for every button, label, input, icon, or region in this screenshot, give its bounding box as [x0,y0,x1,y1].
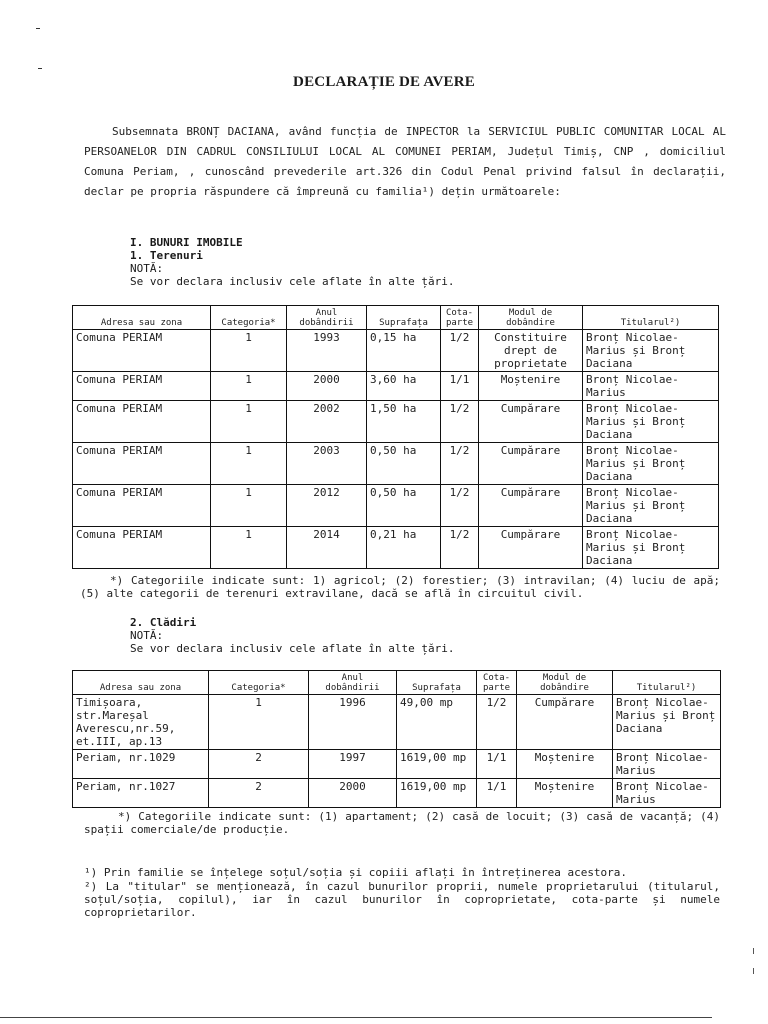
table-row [73,695,721,750]
titular-note: ²) La "titular" se menționează, în cazul bunurilor proprii, numele proprietarului (titularul, soțul/soția, copilul), iar în cazul bunurilor în coproprietate, cota-parte și numele coproprietarilor. [84,880,720,919]
cell-share: 1/2 [441,401,479,443]
column-header: Adresa sau zona [73,671,209,695]
column-header: Cota-parte [441,306,479,330]
section-terenuri-header [130,236,690,288]
column-header: Modul de dobândire [479,306,583,330]
terenuri-table [72,305,719,569]
nota-text: Se vor declara inclusiv cele aflate în alte țări. [130,275,455,288]
cell-address: Comuna PERIAM [73,372,211,401]
family-note: ¹) Prin familie se înțelege soțul/soția și copiii aflați în întreținerea acestora. [84,866,628,879]
cell-mode: Cumpărare [479,527,583,569]
cell-share: 1/2 [477,695,517,750]
cell-owner: Bronț Nicolae-Marius și Bronț Daciana [583,330,719,372]
cell-mode: Constituire drept de proprietate [479,330,583,372]
cell-area: 0,50 ha [367,443,441,485]
column-header: Titularul²) [583,306,719,330]
cell-owner: Bronț Nicolae-Marius și Bronț Daciana [583,401,719,443]
column-header: Modul de dobândire [517,671,613,695]
cell-year: 2014 [287,527,367,569]
nota-text: Se vor declara inclusiv cele aflate în alte țări. [130,642,455,655]
cell-owner: Bronț Nicolae-Marius și Bronț Daciana [613,695,721,750]
cell-area: 1,50 ha [367,401,441,443]
cell-area: 0,50 ha [367,485,441,527]
document-title: DECLARAȚIE DE AVERE [293,74,475,90]
section-cladiri-header [130,616,690,655]
cell-category: 1 [211,401,287,443]
cell-category: 1 [211,443,287,485]
section-subheading: 2. Clădiri [130,616,197,629]
column-header: Anul dobândirii [309,671,397,695]
scan-mark [38,68,42,69]
cell-category: 1 [211,330,287,372]
cell-owner: Bronț Nicolae-Marius [613,750,721,779]
cell-address: Comuna PERIAM [73,443,211,485]
cell-share: 1/2 [441,330,479,372]
cell-mode: Cumpărare [479,401,583,443]
cell-area: 1619,00 mp [397,779,477,808]
table-row [73,443,719,485]
cell-category: 1 [209,695,309,750]
cell-mode: Cumpărare [479,443,583,485]
table-row [73,330,719,372]
cell-area: 49,00 mp [397,695,477,750]
table-row [73,779,721,808]
cell-year: 2000 [309,779,397,808]
cell-category: 2 [209,750,309,779]
column-header: Suprafața [367,306,441,330]
column-header: Suprafața [397,671,477,695]
column-header: Categoria* [209,671,309,695]
cell-area: 3,60 ha [367,372,441,401]
intro-text: Subsemnata BRONȚ DACIANA, având funcția de INPECTOR la SERVICIUL PUBLIC COMUNITAR LOCAL AL PERSOANELOR DIN CADRUL CONSILIULUI LOCAL AL COMUNEI PERIAM, Județul Timiș, CNP , domiciliul Comuna Periam, , cunoscând prevederile art.326 din Codul Penal privind falsul în declarații, declar pe propria răspundere că împreună cu familia¹) dețin următoarele: [84,125,726,198]
scan-mark [753,968,754,974]
cell-share: 1/2 [441,527,479,569]
cell-mode: Moștenire [517,779,613,808]
cell-category: 1 [211,372,287,401]
cell-area: 1619,00 mp [397,750,477,779]
column-header: Titularul²) [613,671,721,695]
cell-owner: Bronț Nicolae-Marius și Bronț Daciana [583,443,719,485]
cell-area: 0,21 ha [367,527,441,569]
cell-address: Comuna PERIAM [73,527,211,569]
section-heading: I. BUNURI IMOBILE [130,236,243,249]
table-row [73,485,719,527]
cell-owner: Bronț Nicolae-Marius [613,779,721,808]
scan-mark [36,28,40,29]
nota-label: NOTĂ: [130,262,164,275]
cell-mode: Cumpărare [517,695,613,750]
cell-year: 2002 [287,401,367,443]
cell-category: 1 [211,485,287,527]
table-row [73,750,721,779]
section-subheading: 1. Terenuri [130,249,203,262]
scan-mark [753,948,754,954]
column-header: Cota-parte [477,671,517,695]
cell-year: 2012 [287,485,367,527]
bottom-rule [0,1017,712,1018]
cell-share: 1/1 [477,779,517,808]
table-row [73,401,719,443]
cell-mode: Moștenire [517,750,613,779]
cell-year: 1993 [287,330,367,372]
cell-share: 1/1 [441,372,479,401]
table-header-row [73,306,719,330]
cell-category: 1 [211,527,287,569]
cell-owner: Bronț Nicolae-Marius [583,372,719,401]
cell-year: 1996 [309,695,397,750]
terenuri-footnote: *) Categoriile indicate sunt: 1) agricol; (2) forestier; (3) intravilan; (4) luciu de apă; (5) alte categorii de terenuri extravilane, dacă se află în circuitul civil. [80,574,720,600]
cell-share: 1/2 [441,485,479,527]
cell-address: Comuna PERIAM [73,401,211,443]
cell-owner: Bronț Nicolae-Marius și Bronț Daciana [583,485,719,527]
cladiri-footnote: *) Categoriile indicate sunt: (1) apartament; (2) casă de locuit; (3) casă de vacanță; (4) spații comerciale/de producție. [84,810,720,836]
column-header: Categoria* [211,306,287,330]
cell-category: 2 [209,779,309,808]
cell-mode: Cumpărare [479,485,583,527]
cell-address: Comuna PERIAM [73,330,211,372]
column-header: Anul dobândirii [287,306,367,330]
cell-owner: Bronț Nicolae-Marius și Bronț Daciana [583,527,719,569]
cell-address: Timișoara, str.Mareșal Averescu,nr.59, et.III, ap.13 [73,695,209,750]
table-row [73,527,719,569]
cell-address: Comuna PERIAM [73,485,211,527]
cell-address: Periam, nr.1029 [73,750,209,779]
cell-mode: Moștenire [479,372,583,401]
cell-year: 1997 [309,750,397,779]
nota-label: NOTĂ: [130,629,164,642]
cell-share: 1/2 [441,443,479,485]
intro-paragraph [84,122,726,202]
cell-share: 1/1 [477,750,517,779]
cell-address: Periam, nr.1027 [73,779,209,808]
cladiri-table [72,670,721,808]
cell-year: 2000 [287,372,367,401]
column-header: Adresa sau zona [73,306,211,330]
table-row [73,372,719,401]
cell-year: 2003 [287,443,367,485]
table-header-row [73,671,721,695]
cell-area: 0,15 ha [367,330,441,372]
